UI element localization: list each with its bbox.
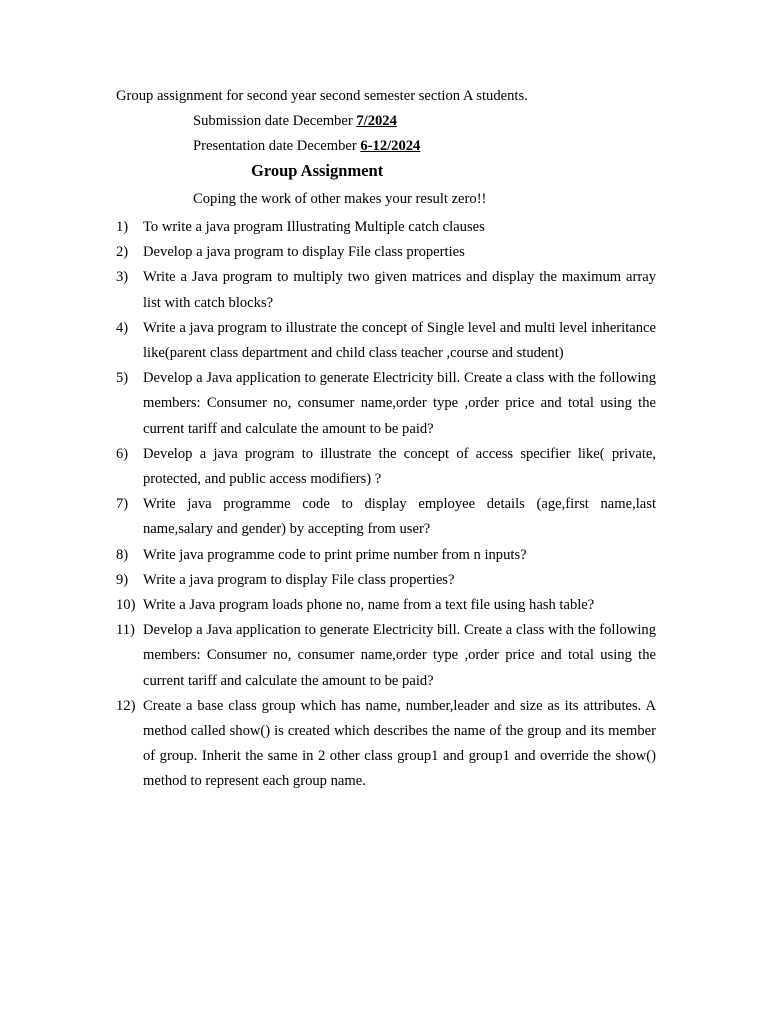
question-text: Develop a Java application to generate Electricity bill. Create a class with the following members: Consumer no, consumer name,order type ,order price and total using the current tariff and calculate the amount to be paid?	[143, 370, 656, 437]
question-item	[116, 366, 656, 442]
question-number: 8)	[116, 546, 129, 563]
warning-text: Coping the work of other makes your result zero!!	[193, 191, 487, 207]
question-number: 3)	[116, 269, 129, 286]
question-number: 4)	[116, 319, 129, 336]
presentation-date-label: Presentation date December	[193, 138, 361, 154]
question-text: Develop a Java application to generate Electricity bill. Create a class with the following members: Consumer no, consumer name,order type ,order price and total using the current tariff and calculate the amount to be paid?	[143, 622, 656, 689]
question-item	[116, 568, 656, 593]
question-number: 5)	[116, 370, 129, 387]
question-text: Write java programme code to print prime number from n inputs?	[143, 546, 527, 563]
question-item	[116, 442, 656, 492]
question-number: 2)	[116, 244, 129, 261]
submission-date	[193, 112, 397, 130]
question-number: 1)	[116, 219, 129, 235]
question-item	[116, 694, 656, 795]
question-number: 10)	[116, 597, 136, 614]
submission-date-value: 7/2024	[356, 113, 397, 129]
question-number: 7)	[116, 496, 129, 513]
question-item	[116, 240, 656, 265]
intro-text: Group assignment for second year second semester section A students.	[116, 88, 528, 104]
question-text: Create a base class group which has name, number,leader and size as its attributes. A method called show() is created which describes the name of the group and its member of group. Inherit the same in 2 other class group1 and group1 and override the show() method to represent each group name.	[143, 697, 656, 790]
question-number: 12)	[116, 697, 136, 714]
question-text: Develop a java program to illustrate the concept of access specifier like( private, protected, and public access modifiers) ?	[143, 445, 656, 488]
question-item	[116, 618, 656, 694]
submission-date-label: Submission date December	[193, 113, 357, 129]
page-title: Group Assignment	[251, 161, 384, 180]
question-item	[116, 215, 656, 240]
question-text: Develop a java program to display File class properties	[143, 244, 465, 261]
question-item	[116, 492, 656, 542]
question-item	[116, 316, 656, 366]
question-text: Write a Java program loads phone no, name from a text file using hash table?	[143, 597, 595, 614]
question-text: To write a java program Illustrating Multiple catch clauses	[143, 219, 485, 235]
question-number: 6)	[116, 445, 129, 462]
question-text: Write a java program to display File class properties?	[143, 571, 455, 588]
question-number: 9)	[116, 571, 129, 588]
presentation-date	[193, 137, 420, 155]
question-list	[116, 215, 656, 795]
question-text: Write java programme code to display employee details (age,first name,last name,salary and gender) by accepting from user?	[143, 496, 656, 538]
question-text: Write a java program to illustrate the concept of Single level and multi level inheritance like(parent class department and child class teacher ,course and student)	[143, 319, 656, 362]
question-item	[116, 543, 656, 568]
question-item	[116, 593, 656, 618]
question-text: Write a Java program to multiply two given matrices and display the maximum array list with catch blocks?	[143, 269, 656, 311]
question-item	[116, 265, 656, 315]
question-number: 11)	[116, 622, 135, 639]
presentation-date-value: 6-12/2024	[360, 138, 421, 154]
